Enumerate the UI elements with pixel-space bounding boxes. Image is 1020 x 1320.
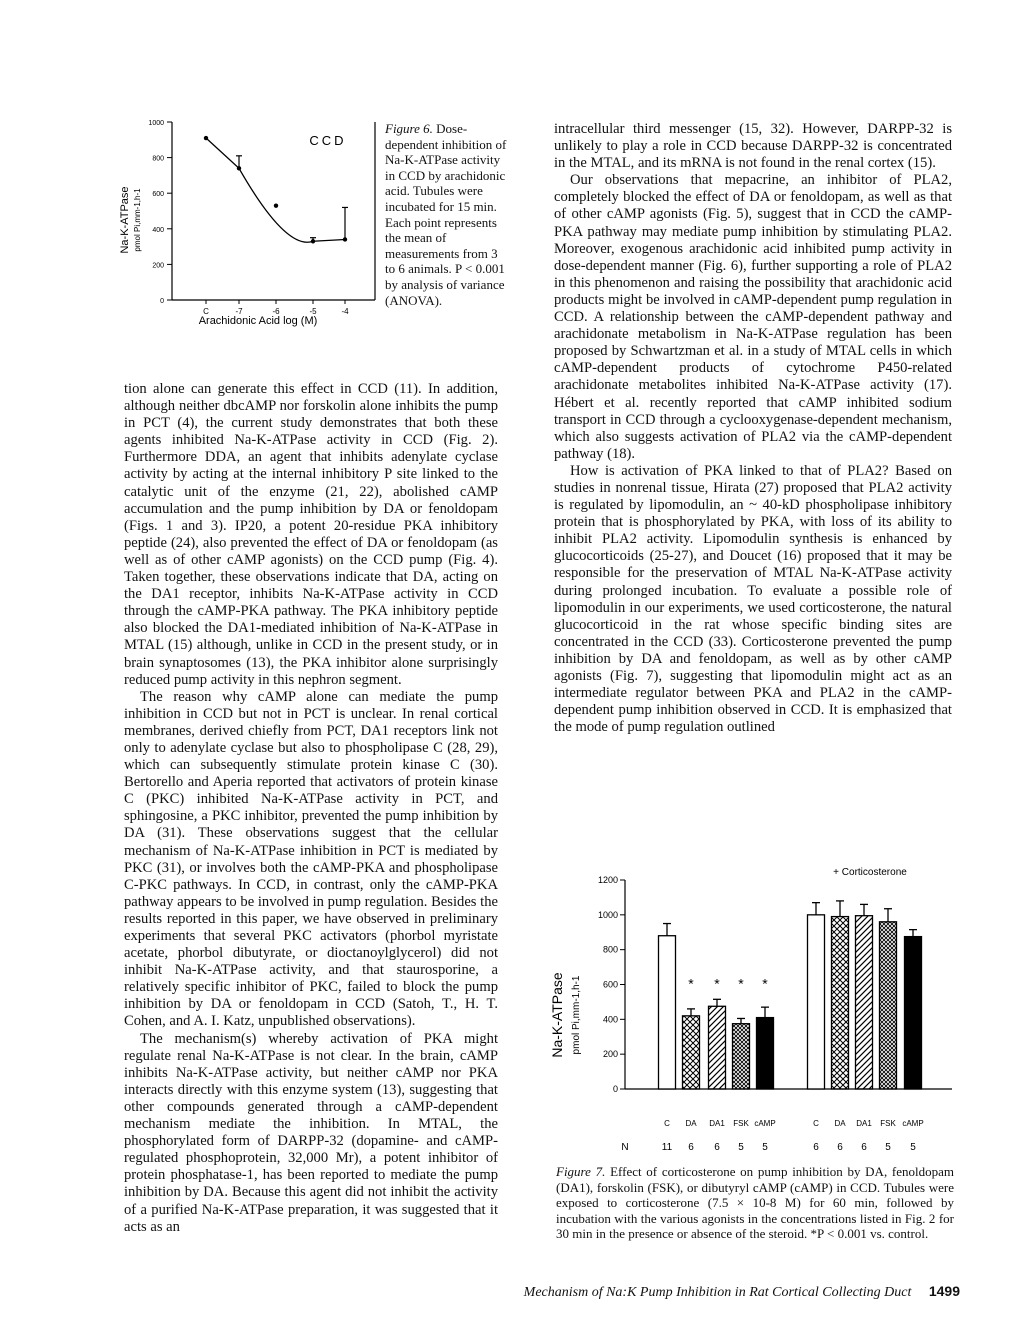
fig7-bar xyxy=(832,917,849,1089)
fig7-n-value: 6 xyxy=(813,1142,819,1153)
fig7-category-label: C xyxy=(813,1119,819,1128)
fig6-x-tick-label: -6 xyxy=(272,307,280,316)
fig6-ylabel-line1: Na-K-ATPase xyxy=(119,186,131,254)
fig6-y-tick-label: 800 xyxy=(152,155,164,163)
fig6-x-tick-label: -7 xyxy=(235,307,243,316)
right-paragraph-3: How is activation of PKA linked to that of PLA2? Based on studies in nonrenal tissue, Hirata (27) proposed that PLA2 activity is regulated by lipomodulin, an ~ 40-kD phospholipase inhibitory protein that is phosphorylated by PKA, with loss of its ability to inhibit PLA2 activity. Lipomodulin synthesis is enhanced by glucocorticoids (25-27), and Doucet (16) proposed that it may be responsible for the preservation of MTAL Na-K-ATPase activity during prolonged incubation. To evaluate a possible role of lipomodulin in our experiments, we used corticosterone, the natural glucocorticoid in the rat whose specific binding sites are concentrated in the CCD (33). Corticosterone prevented the pump inhibition by DA and fenoldopam, as well as by other cAMP agonists (Fig. 7), suggesting that lipomodulin might act as an intermediate regulator between PKA and PLA2 in the cAMP-dependent pump inhibition observed in CCD. It is emphasized that the mode of pump regulation outlined xyxy=(554,462,952,736)
fig7-category-label: FSK xyxy=(880,1119,896,1128)
fig7-bar xyxy=(880,922,897,1089)
fig7-n-value: 6 xyxy=(714,1142,720,1153)
fig6-x-tick-label: C xyxy=(203,307,209,316)
left-paragraph-3: The mechanism(s) whereby activation of PKA might regulate renal Na-K-ATPase is not clear. In the brain, cAMP inhibits Na-K-ATPase activity, but neither cAMP nor PKA interacts directly with this enzyme system (13), suggesting that other compounds generated through a cAMP-dependent mechanism mediate the inhibition. In MTAL, the phosphorylated form of DARPP-32 (dopamine- and cAMP-regulated phosphoprotein, 32,000 Mr), a potent inhibitor of protein phosphatase-1, has been reported to mediate the pump inhibition by DA. Because this agent did not inhibit the activity of a purified Na-K-ATPase preparation, it was suggested that it acts as an xyxy=(124,1030,498,1235)
fig7-y-tick-label: 600 xyxy=(602,979,618,990)
fig7-y-tick-label: 0 xyxy=(612,1084,618,1094)
fig7-n-value: 11 xyxy=(661,1142,673,1153)
fig7-ylabel-line1: Na-K-ATPase xyxy=(549,972,565,1058)
fig7-n-value: 5 xyxy=(910,1142,916,1153)
page-footer xyxy=(500,1283,960,1301)
fig7-category-label: DA xyxy=(834,1119,846,1128)
fig7-bar xyxy=(905,937,922,1089)
figure-7-chart xyxy=(540,860,960,1160)
fig6-caption-text: Dose-dependent inhibition of Na-K-ATPase activity in CCD by arachidonic acid. Tubules were incubated for 15 min. Each point represents the mean of measurements from 3 to 6 animals. P < 0.001 by analysis of variance (ANOVA). xyxy=(385,121,507,308)
fig7-n-value: 6 xyxy=(837,1142,843,1153)
fig7-significance-marker: * xyxy=(762,975,768,992)
fig6-ylabel-line2: pmol Pi,mm-1,h-1 xyxy=(133,188,142,252)
fig6-data-point xyxy=(204,136,208,140)
fig7-category-label: DA1 xyxy=(856,1119,872,1128)
fig7-bar xyxy=(808,915,825,1089)
fig7-significance-marker: * xyxy=(738,975,744,992)
fig7-y-tick-label: 1200 xyxy=(597,875,618,885)
fig7-category-label: DA xyxy=(685,1119,697,1128)
right-column-text xyxy=(554,121,952,736)
figure-6-chart xyxy=(110,112,380,337)
fig7-category-label: C xyxy=(664,1119,670,1128)
left-column-text xyxy=(124,381,498,1236)
fig6-y-tick-label: 200 xyxy=(152,262,164,270)
fig7-bar xyxy=(733,1024,750,1089)
left-paragraph-1: tion alone can generate this effect in CCD (11). In addition, although neither dbcAMP nor forskolin alone inhibits the pump in PCT (4), the current study demonstrates that both these agents inhibited Na-K-ATPase activity in CCD (Fig. 2). Furthermore DDA, an agent that inhibits adenylate cyclase activity by acting at the internal inhibitory P site linked to the catalytic unit of the enzyme (21, 22), abolished cAMP accumulation and the pump inhibition by DA or fenoldopam (Figs. 1 and 3). IP20, a potent 20-residue PKA inhibitory peptide (24), also prevented the effect of DA or fenoldopam (as well as of other cAMP agonists) on the CCD pump (Fig. 4). Taken together, these observations indicate that DA, acting on the DA1 receptor, inhibits Na-K-ATPase activity in CCD through the cAMP-PKA pathway. The PKA inhibitory peptide also blocked the DA1-mediated inhibition of Na-K-ATPase in MTAL (15) although, unlike in CCD in the present study, or in brain synaptosomes (13), the PKA inhibitor alone surprisingly reduced pump activity in this nephron segment. xyxy=(124,381,498,688)
fig7-category-label: cAMP xyxy=(902,1119,924,1128)
fig7-group-label: + Corticosterone xyxy=(833,867,907,878)
left-paragraph-2: The reason why cAMP alone can mediate the pump inhibition in CCD but not in PCT is unclear. In renal cortical membranes, derived chiefly from PCT, DA1 receptors link not only to adenylate cyclase but also to phospholipase C (28, 29), which can subsequently stimulate protein kinase C (30). Bertorello and Aperia reported that activators of protein kinase C (PKC) inhibited Na-K-ATPase activity in PCT, and sphingosine, a PKC inhibitor, prevented the pump inhibition by DA (31). These observations suggest that the cellular mechanism of Na-K-ATPase inhibition in PCT is mediated by PKC (31), or involves both the cAMP-PKA and phospholipase C-PKC pathways. In CCD, in contrast, only the cAMP-PKA pathway appears to be involved in pump regulation. Besides the results reported in this paper, we have observed in preliminary experiments that several PKC activators (phorbol myristate acetate, phorbol dibutyrate, or dioctanoylglycerol) did not inhibit Na-K-ATPase activity, and that staurosporine, a relatively specific inhibitor of PKC, failed to block the pump inhibition by DA or fenoldopam in CCD (Satoh, T., H. T. Cohen, and A. I. Katz, unpublished observations). xyxy=(124,688,498,1030)
fig7-bar xyxy=(856,916,873,1089)
fig7-caption-text: Effect of corticosterone on pump inhibition by DA, fenoldopam (DA1), forskolin (FSK), or dibutyryl cAMP (cAMP) in CCD. Tubules were exposed to corticosterone (7.5 × 10-8 M) for 60 min, followed by incubation with the various agonists in the concentrations listed in Fig. 2 for 30 min in the presence or absence of the steroid. *P < 0.001 vs. control. xyxy=(556,1164,954,1242)
fig7-y-tick-label: 400 xyxy=(602,1014,618,1025)
fig7-n-value: 5 xyxy=(885,1142,891,1153)
fig6-y-tick-label: 1000 xyxy=(148,120,164,127)
fig7-significance-marker: * xyxy=(714,975,720,992)
figure-6-caption xyxy=(385,121,507,308)
fig7-category-label: FSK xyxy=(733,1119,749,1128)
right-paragraph-1: intracellular third messenger (15, 32). However, DARPP-32 is unlikely to play a role in CCD because DARPP-32 is concentrated in the MTAL, and its mRNA is not found in the renal cortex (15). xyxy=(554,121,952,172)
fig6-x-tick-label: -4 xyxy=(341,307,349,316)
fig6-data-point xyxy=(343,237,347,241)
right-paragraph-2: Our observations that mepacrine, an inhibitor of PLA2, completely blocked the effect of DA or fenoldopam, as well as that of other cAMP agonists (Fig. 5), suggest that in CCD the cAMP-PKA pathway may mediate pump inhibition by stimulating PLA2. Moreover, exogenous arachidonic acid inhibited pump activity in dose-dependent manner (Fig. 6), further supporting a role of PLA2 in this phenomenon and raising the possibility that arachidonic acid products might be involved in cAMP-dependent pump regulation in CCD. A relationship between the cAMP-dependent pathway and arachidonate metabolism in Na-K-ATPase regulation has been proposed by Schwartzman et al. in a study of MTAL cells in which cAMP-dependent products of cytochrome P450-related arachidonate metabolites inhibited Na-K-ATPase activity (17). Hébert et al. recently reported that cAMP inhibited sodium transport in CCD through a cyclooxygenase-dependent mechanism, which also suggests activation of PLA2 via the cAMP-dependent pathway (18). xyxy=(554,172,952,462)
fig6-data-point xyxy=(311,239,315,243)
fig6-data-point xyxy=(274,203,278,207)
fig7-y-tick-label: 1000 xyxy=(597,909,618,920)
fig6-y-tick-label: 0 xyxy=(160,298,164,305)
fig7-n-value: 6 xyxy=(688,1142,694,1153)
fig6-x-tick-label: -5 xyxy=(309,307,317,316)
fig6-data-line xyxy=(206,138,345,242)
fig7-category-label: cAMP xyxy=(754,1119,776,1128)
fig6-data-point xyxy=(237,166,241,170)
fig7-n-label: N xyxy=(621,1142,629,1153)
fig7-n-value: 5 xyxy=(738,1142,744,1153)
fig7-n-value: 5 xyxy=(762,1142,768,1153)
fig6-caption-label: Figure 6. xyxy=(385,121,433,136)
fig7-y-tick-label: 200 xyxy=(602,1049,618,1060)
fig7-y-tick-label: 800 xyxy=(602,944,618,955)
running-title: Mechanism of Na:K Pump Inhibition in Rat Cortical Collecting Duct xyxy=(523,1285,912,1300)
fig7-bar xyxy=(757,1018,774,1089)
fig6-xlabel: Arachidonic Acid log (M) xyxy=(198,315,318,327)
fig7-significance-marker: * xyxy=(688,975,694,992)
fig7-ylabel-line2: pmol Pi,mm-1,h-1 xyxy=(571,975,582,1055)
figure-7-caption xyxy=(556,1164,954,1242)
fig7-n-value: 6 xyxy=(861,1142,867,1153)
fig7-bar xyxy=(709,1006,726,1089)
fig7-category-label: DA1 xyxy=(709,1119,725,1128)
fig6-y-tick-label: 600 xyxy=(152,191,164,199)
fig6-y-tick-label: 400 xyxy=(152,226,164,234)
fig6-title: CCD xyxy=(309,133,347,148)
page-number: 1499 xyxy=(928,1283,960,1299)
fig7-caption-label: Figure 7. xyxy=(556,1164,606,1179)
fig7-bar xyxy=(659,936,676,1089)
fig7-bar xyxy=(683,1016,700,1089)
